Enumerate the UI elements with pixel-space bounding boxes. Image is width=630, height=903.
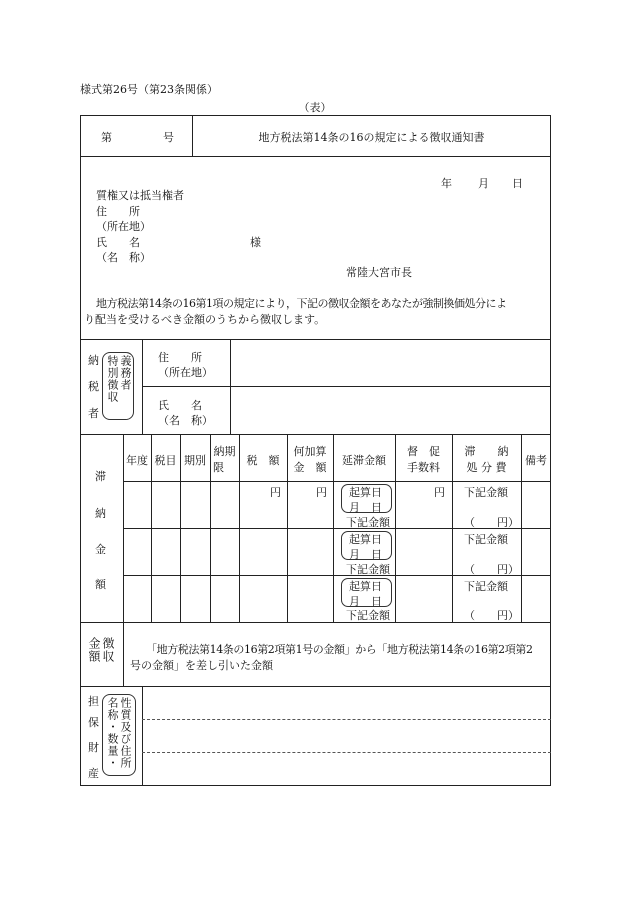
disposition-yen: （ 円） — [464, 516, 519, 529]
special-collector-label-col2: 義務者 — [119, 355, 132, 391]
collateral-label-3: 財 — [88, 741, 99, 754]
special-collector-label-col1: 特別徴収 — [106, 355, 119, 403]
header-remarks: 備考 — [525, 454, 547, 467]
collateral-line-1 — [142, 719, 551, 720]
collection-label-col2: 金額 — [87, 637, 101, 663]
header-year: 年度 — [126, 454, 148, 467]
collection-text-line2: 号の金額」を差し引いた金額 — [130, 659, 273, 672]
disposition-yen: （ 円） — [464, 563, 519, 576]
notice-no-suffix: 号 — [163, 131, 174, 144]
form-side-label: （表） — [298, 101, 332, 114]
notice-body-line2: り配当を受けるべき金額のうちから徴収します。 — [84, 313, 326, 326]
disposition-yen: （ 円） — [464, 609, 519, 622]
header-dunning-line2: 手数料 — [407, 461, 440, 474]
delinquency-below-amount: 下記金額 — [346, 563, 390, 576]
header-tax-item: 税目 — [154, 454, 177, 467]
taxpayer-name-label: 氏 名 — [158, 399, 202, 412]
recipient-label: 質権又は抵当権者 — [96, 189, 184, 202]
taxpayer-label-3: 者 — [88, 407, 99, 420]
calc-month-day: 月 日 — [349, 501, 382, 514]
honorific: 様 — [250, 236, 261, 249]
delinquency-below-amount: 下記金額 — [346, 609, 390, 622]
header-dunning-line1: 督 促 — [407, 445, 440, 458]
form-number: 様式第26号（第23条関係） — [80, 83, 218, 96]
header-due-line1: 納期 — [213, 445, 236, 458]
calc-month-day: 月 日 — [349, 595, 382, 608]
recipient-name-label: 氏 名 — [96, 236, 140, 249]
taxpayer-address-label: 住 所 — [158, 351, 202, 364]
collateral-sub-col1: 性質及び住所 — [119, 697, 132, 769]
arrears-label-4: 額 — [95, 578, 106, 591]
issuer-name: 常陸大宮市長 — [346, 266, 412, 279]
recipient-address-sub: （所在地） — [96, 220, 151, 233]
date-day: 日 — [512, 177, 523, 190]
collateral-label-1: 担 — [88, 695, 99, 708]
taxpayer-label-2: 税 — [88, 380, 99, 393]
header-surcharge-line1: 何加算 — [293, 445, 327, 458]
header-due-line2: 限 — [213, 461, 224, 474]
calc-start-label: 起算日 — [349, 580, 382, 593]
header-surcharge-line2: 金 額 — [293, 461, 327, 474]
collateral-line-2 — [142, 752, 551, 753]
calc-start-label: 起算日 — [349, 486, 382, 499]
disposition-below-amount: 下記金額 — [464, 580, 508, 593]
collateral-label-4: 産 — [88, 767, 99, 780]
header-disposition-line1: 滞 納 — [464, 445, 509, 458]
taxpayer-address-sub: （所在地） — [158, 366, 213, 379]
disposition-below-amount: 下記金額 — [464, 533, 508, 546]
collection-text-line1: 「地方税法第14条の16第2項第1号の金額」から「地方税法第14条の16第2項第2 — [146, 643, 533, 656]
dunning-yen: 円 — [434, 486, 445, 499]
recipient-address-label: 住 所 — [96, 205, 140, 218]
tax-amount-yen: 円 — [270, 486, 281, 499]
calc-start-label: 起算日 — [349, 533, 382, 546]
notice-title: 地方税法第14条の16の規定による徴収通知書 — [258, 131, 485, 144]
header-disposition-line2: 処 分 費 — [466, 461, 507, 474]
arrears-label-1: 滞 — [95, 470, 106, 483]
disposition-below-amount: 下記金額 — [464, 486, 508, 499]
arrears-label-2: 納 — [95, 507, 106, 520]
delinquency-below-amount: 下記金額 — [346, 516, 390, 529]
date-month: 月 — [478, 177, 489, 190]
notice-body-line1: 地方税法第14条の16第1項の規定により，下記の徴収金額をあなたが強制換価処分によ — [96, 297, 507, 310]
surcharge-yen: 円 — [316, 486, 327, 499]
header-delinquency: 延滞金額 — [342, 454, 386, 467]
taxpayer-name-sub: （名 称） — [158, 414, 213, 427]
header-tax-amount: 税 額 — [246, 454, 280, 467]
taxpayer-label-1: 納 — [88, 354, 99, 367]
recipient-name-sub: （名 称） — [96, 251, 151, 264]
date-year: 年 — [441, 177, 452, 190]
collection-label-col1: 徴収 — [101, 637, 115, 663]
collateral-sub-col2: 名称・数量・ — [106, 697, 119, 769]
collateral-label-2: 保 — [88, 716, 99, 729]
notice-no-prefix: 第 — [101, 131, 112, 144]
arrears-label-3: 金 — [95, 543, 106, 556]
header-period: 期別 — [184, 454, 206, 467]
calc-month-day: 月 日 — [349, 548, 382, 561]
